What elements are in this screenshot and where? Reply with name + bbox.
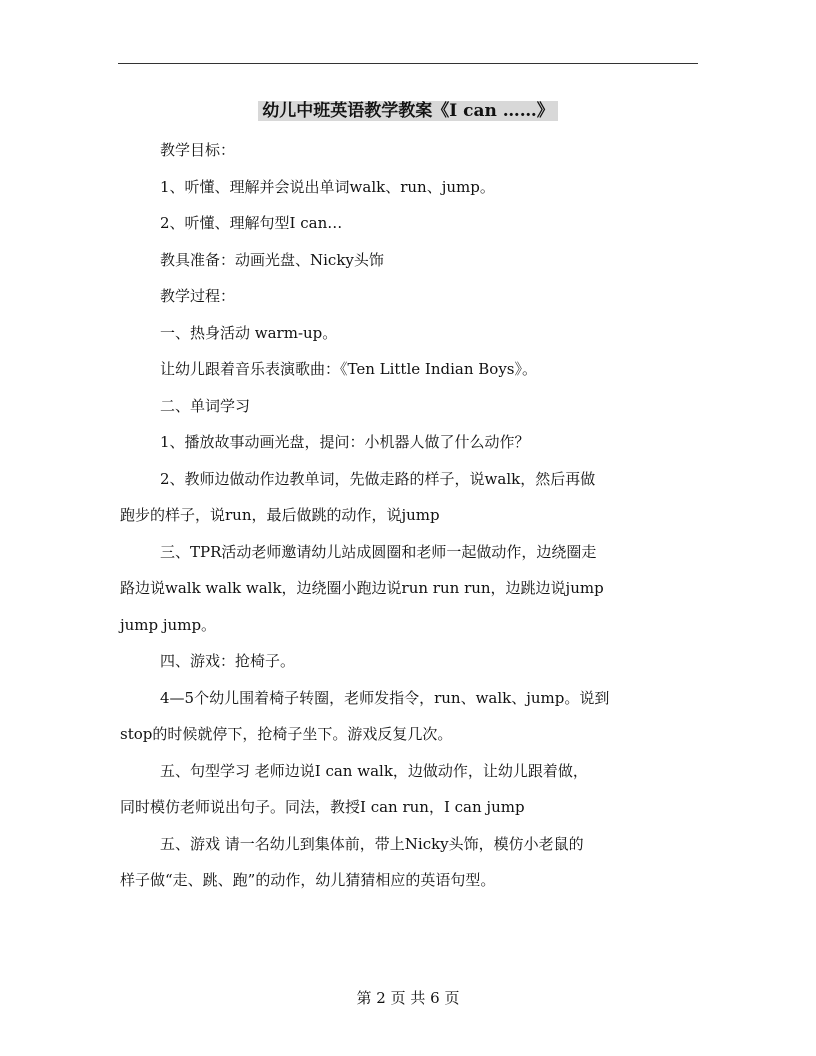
document-body (120, 132, 704, 899)
paragraph-line: 五、句型学习 老师边说I can walk，边做动作，让幼儿跟着做， (160, 761, 588, 780)
paragraph-step-3 (120, 534, 704, 644)
paragraph-step-1-detail: 让幼儿跟着音乐表演歌曲：《Ten Little Indian Boys》。 (160, 360, 537, 378)
paragraph-line: 跑步的样子，说run，最后做跳的动作，说jump (120, 506, 440, 524)
paragraph-line: 2、教师边做动作边教单词，先做走路的样子，说walk，然后再做 (160, 469, 596, 488)
paragraph-line: 五、游戏 请一名幼儿到集体前，带上Nicky头饰，模仿小老鼠的 (160, 834, 584, 853)
paragraph-step-4: 四、游戏：抢椅子。 (160, 652, 296, 670)
paragraph-step-2-1: 1、播放故事动画光盘，提问：小机器人做了什么动作？ (160, 433, 530, 451)
paragraph-step-5 (120, 753, 704, 826)
paragraph-step-2-2 (120, 461, 704, 534)
paragraph-goal-1: 1、听懂、理解并会说出单词walk、run、jump。 (160, 177, 495, 196)
paragraph-line: 三、TPR活动老师邀请幼儿站成圆圈和老师一起做动作，边绕圈走 (160, 542, 597, 561)
paragraph-process-heading: 教学过程： (160, 287, 236, 305)
paragraph-step-2: 二、单词学习 (160, 396, 251, 415)
paragraph-step-5b (120, 826, 704, 899)
paragraph-materials: 教具准备：动画光盘、Nicky头饰 (160, 250, 384, 269)
paragraph-goal-heading: 教学目标： (160, 141, 236, 159)
paragraph-goal-2: 2、听懂、理解句型I can… (160, 214, 343, 232)
page-footer (0, 986, 816, 1010)
paragraph-line: jump jump。 (120, 615, 217, 634)
paragraph-line: 路边说walk walk walk，边绕圈小跑边说run run run，边跳边说jump (120, 579, 604, 597)
paragraph-step-4-detail (120, 680, 704, 753)
document-title (0, 96, 816, 126)
header-rule (118, 63, 698, 64)
page-number-label: 第 2 页 共 6 页 (356, 989, 460, 1007)
paragraph-line: stop的时候就停下，抢椅子坐下。游戏反复几次。 (120, 725, 453, 743)
document-title-text: 幼儿中班英语教学教案《I can ……》 (258, 101, 558, 121)
paragraph-line: 4—5个幼儿围着椅子转圈，老师发指令，run、walk、jump。说到 (160, 688, 610, 707)
paragraph-line: 同时模仿老师说出句子。同法，教授I can run，I can jump (120, 798, 525, 816)
paragraph-line: 样子做“走、跳、跑”的动作，幼儿猜猜相应的英语句型。 (120, 871, 496, 889)
paragraph-step-1: 一、热身活动 warm-up。 (160, 323, 338, 342)
